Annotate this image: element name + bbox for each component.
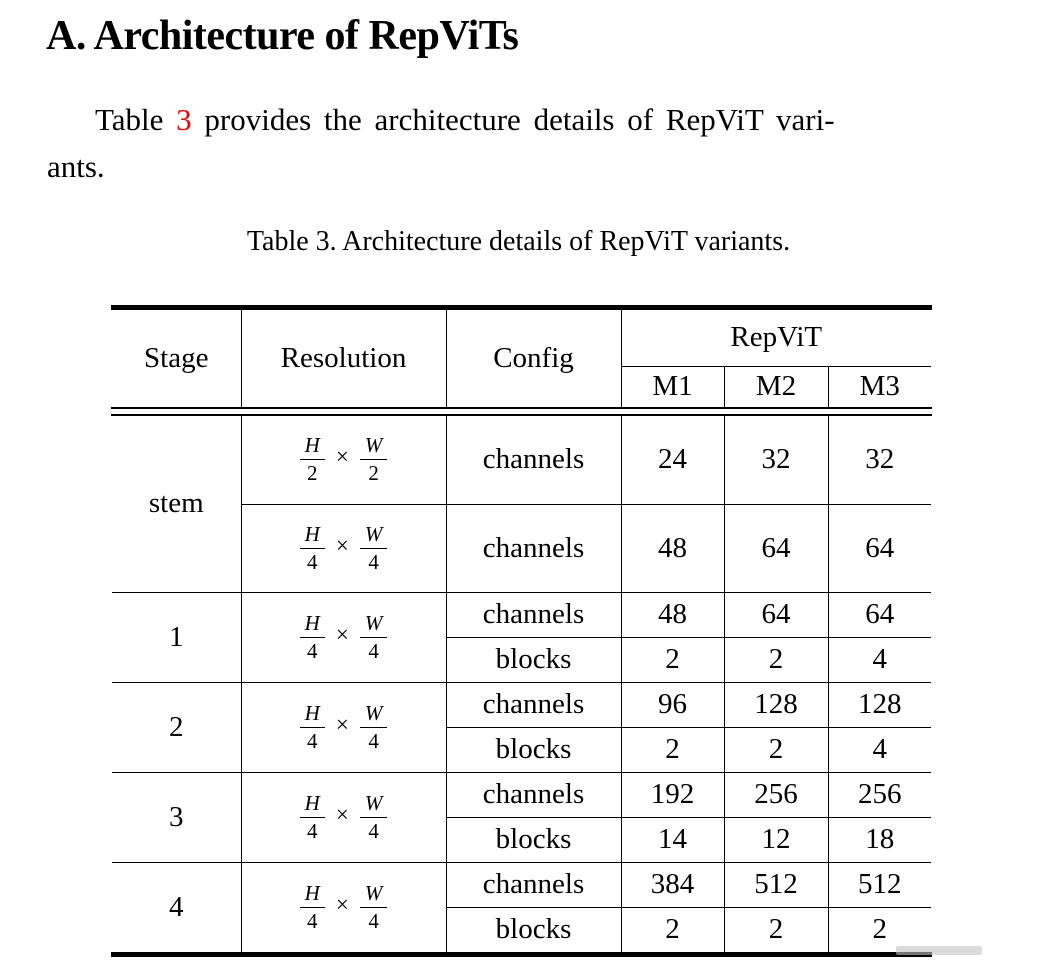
value-cell: 2 [621,907,724,952]
table-header [112,310,931,407]
value-cell: 48 [621,592,724,637]
paragraph-line-2: ants. [47,149,105,184]
fraction: $\frac{W}{4}$ [360,524,388,573]
stage-label: 2 [112,682,241,772]
table-body [112,416,931,952]
stage-label: 3 [112,772,241,862]
fraction: $\frac{H}{4}$ [300,883,325,932]
value-cell: 2 [724,637,828,682]
fraction: $\frac{H}{4}$ [300,793,325,842]
value-cell: 12 [724,817,828,862]
stage-label: stem [112,416,241,592]
resolution-cell [241,682,446,772]
config-cell: channels [446,682,621,727]
section-heading: A. Architecture of RepViTs [46,13,519,59]
table-bottom-rule [111,952,932,957]
stage-label: 1 [112,592,241,682]
config-cell: blocks [446,907,621,952]
fraction: $\frac{W}{2}$ [360,435,388,484]
col-header-repvit-group: RepViT [621,310,931,366]
value-cell: 2 [724,727,828,772]
value-cell: 128 [724,682,828,727]
fraction: $\frac{H}{4}$ [300,524,325,573]
paragraph-text: provides the architecture details of RepViT vari- [191,102,835,137]
config-cell: channels [446,416,621,504]
fraction: $\frac{H}{4}$ [300,613,325,662]
fraction: $\frac{H}{2}$ [300,435,325,484]
col-header-stage: Stage [112,310,241,407]
value-cell: 192 [621,772,724,817]
times-symbol: × [335,532,349,558]
value-cell: 48 [621,504,724,592]
resolution-cell [241,416,446,504]
value-cell: 2 [621,727,724,772]
value-cell: 64 [724,504,828,592]
col-header-m1: M1 [621,366,724,407]
resolution-cell [241,592,446,682]
fraction: $\frac{W}{4}$ [360,703,388,752]
resolution-cell [241,772,446,862]
header-double-rule [111,407,932,416]
resolution-cell [241,862,446,952]
value-cell: 384 [621,862,724,907]
fraction: $\frac{W}{4}$ [360,883,388,932]
config-cell: channels [446,772,621,817]
value-cell: 2 [872,913,887,946]
value-cell: 64 [828,592,931,637]
value-cell: 96 [621,682,724,727]
value-cell: 4 [828,727,931,772]
col-header-resolution: Resolution [241,310,446,407]
value-cell: 256 [724,772,828,817]
value-cell: 24 [621,416,724,504]
paragraph-text: Table [95,102,177,137]
value-cell: 64 [828,504,931,592]
col-header-config: Config [446,310,621,407]
config-cell: blocks [446,817,621,862]
value-cell: 64 [724,592,828,637]
fraction: $\frac{H}{4}$ [300,703,325,752]
value-cell: 18 [828,817,931,862]
times-symbol: × [335,711,349,737]
fraction: $\frac{W}{4}$ [360,793,388,842]
col-header-m2: M2 [724,366,828,407]
watermark-artifact [896,946,982,955]
times-symbol: × [335,621,349,647]
times-symbol: × [335,444,349,470]
value-cell: 512 [724,862,828,907]
value-cell: 512 [828,862,931,907]
times-symbol: × [335,891,349,917]
resolution-cell [241,504,446,592]
stage-label: 4 [112,862,241,952]
value-cell: 2 [621,637,724,682]
value-cell: 128 [828,682,931,727]
value-cell: 4 [828,637,931,682]
config-cell: channels [446,592,621,637]
paragraph-line-1 [47,96,997,143]
config-cell: channels [446,504,621,592]
value-cell: 256 [828,772,931,817]
col-header-m3: M3 [859,370,900,403]
value-cell: 32 [828,416,931,504]
times-symbol: × [335,801,349,827]
config-cell: blocks [446,727,621,772]
architecture-table [111,305,932,957]
value-cell: 2 [724,907,828,952]
table-reference-link[interactable]: 3 [176,102,192,137]
value-cell: 14 [621,817,724,862]
config-cell: blocks [446,637,621,682]
body-paragraph [47,96,997,190]
fraction: $\frac{W}{4}$ [360,613,388,662]
config-cell: channels [446,862,621,907]
value-cell: 32 [724,416,828,504]
table-caption: Table 3. Architecture details of RepViT variants. [246,226,791,257]
